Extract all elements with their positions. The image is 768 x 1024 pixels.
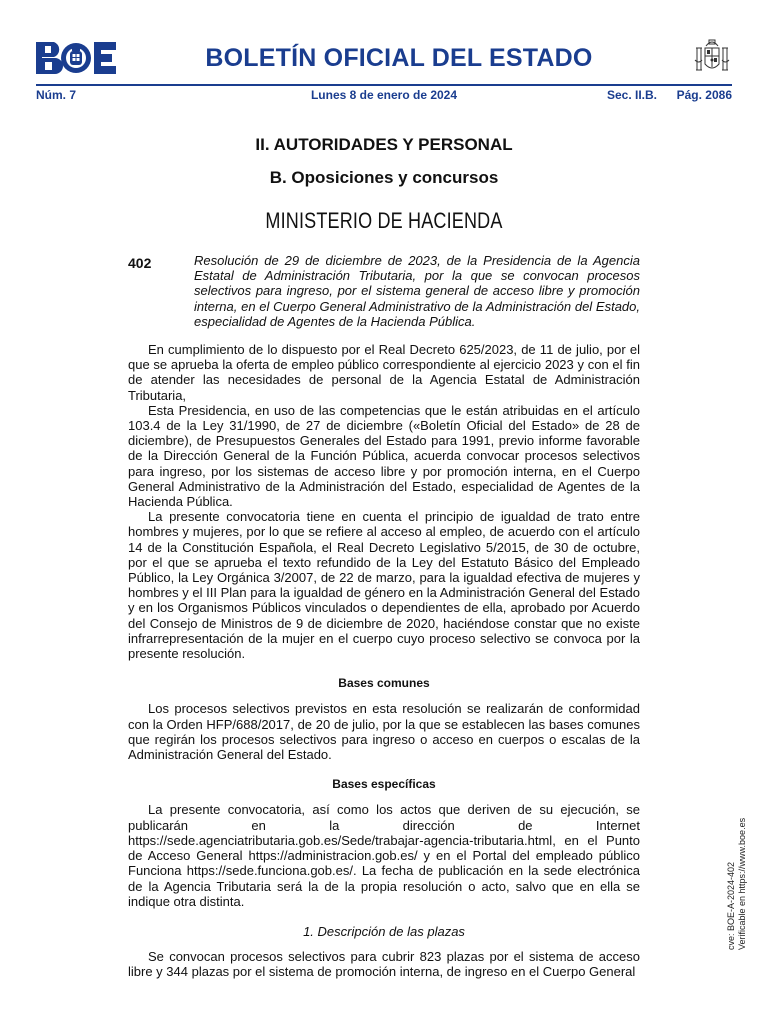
paragraph: Esta Presidencia, en uso de las competencias que le están atribuidas en el artículo 103.4 de la Ley 31/1990, de 27 de diciembre («Boletín Oficial del Estado» de 28 de diciembre), de Presupuestos Generales del Estado para 1991, previo informe favorable de la Dirección General de la Función Pública, acuerda convocar procesos selectivos para ingreso, por los sistemas de acceso libre y por promoción interna, en el Cuerpo General Administrativo de la Administración del Estado, especialidad de Agentes de la Hacienda Pública.: [128, 402, 640, 510]
verification-note: [726, 690, 748, 950]
page-number: Pág. 2086: [676, 88, 732, 102]
subsection-heading: B. Oposiciones y concursos: [269, 168, 499, 187]
resolution-summary: Resolución de 29 de diciembre de 2023, de la Presidencia de la Agencia Estatal de Administración Tributaria, por la que se convocan procesos selectivos para ingreso, por el sistema general de acceso libre y promoción interna, en el Cuerpo General Administrativo de la Administración del Estado, especialidad de Agentes de la Hacienda Pública.: [194, 253, 640, 329]
ministry-heading: MINISTERIO DE HACIENDA: [265, 208, 503, 233]
paragraph: La presente convocatoria, así como los actos que deriven de su ejecución, se publicarán en la dirección de Internet https://sede.agenciatributaria.gob.es/Sede/trabajar-agencia-tributaria.html, en el Punto de Acceso General https://administracion.gob.es/ y en el Portal del empleado público Funciona https://sede.funciona.gob.es/. La fecha de publicación en la sede electrónica de la Agencia Tributaria será la de la propia resolución o acto, salvo que en ella se indique otra distinta.: [128, 802, 640, 909]
paragraph: Se convocan procesos selectivos para cubrir 823 plazas por el sistema de acceso libre y 344 plazas por el sistema de promoción interna, de ingreso en el Cuerpo General: [128, 949, 640, 980]
issue-number: Núm. 7: [36, 88, 77, 102]
verify-url: Verificable en https://www.boe.es: [737, 817, 747, 950]
gazette-title: BOLETÍN OFICIAL DEL ESTADO: [205, 44, 593, 72]
issue-date: Lunes 8 de enero de 2024: [310, 88, 458, 102]
section-heading: II. AUTORIDADES Y PERSONAL: [255, 135, 513, 154]
boe-logo: [36, 42, 116, 74]
paragraph: Los procesos selectivos previstos en esta resolución se realizarán de conformidad con la Orden HFP/688/2017, de 20 de julio, por la que se establecen las bases comunes que regirán los procesos selectivos para ingreso o acceso en cuerpos o escalas de la Administración General del Estado.: [128, 701, 640, 763]
coat-of-arms-icon: [690, 36, 734, 80]
document-body: [128, 342, 640, 980]
subheading-bases-especificas: Bases específicas: [332, 777, 436, 792]
cve-code: cve: BOE-A-2024-402: [726, 861, 736, 950]
numbered-heading: 1. Descripción de las plazas: [303, 923, 465, 939]
paragraph: En cumplimiento de lo dispuesto por el Real Decreto 625/2023, de 11 de julio, por el que se aprueba la oferta de empleo público correspondiente al ejercicio 2023 y con el fin de atender las necesidades de personal de la Agencia Estatal de Administración Tributaria,: [128, 342, 640, 403]
subheading-bases-comunes: Bases comunes: [338, 676, 430, 691]
resolution-number: 402: [128, 255, 152, 271]
paragraph: La presente convocatoria tiene en cuenta el principio de igualdad de trato entre hombres y mujeres, por lo que se refiere al acceso al empleo, de acuerdo con el artículo 14 de la Constitución Española, el Real Decreto Legislativo 5/2015, de 30 de octubre, por el que se aprueba el texto refundido de la Ley del Estatuto Básico del Empleado Público, la Ley Orgánica 3/2007, de 22 de marzo, para la igualdad efectiva de mujeres y hombres y el III Plan para la igualdad de género en la Administración General del Estado y en los Organismos Públicos vinculados o dependientes de ella, aprobado por Acuerdo del Consejo de Ministros de 9 de diciembre de 2020, haciéndose constar que no existe infrarrepresentación de la mujer en el cuerpo cuyo proceso selectivo se convoca por la presente resolución.: [128, 509, 640, 662]
header-rule: [36, 84, 732, 86]
section-label: Sec. II.B.: [606, 88, 657, 102]
